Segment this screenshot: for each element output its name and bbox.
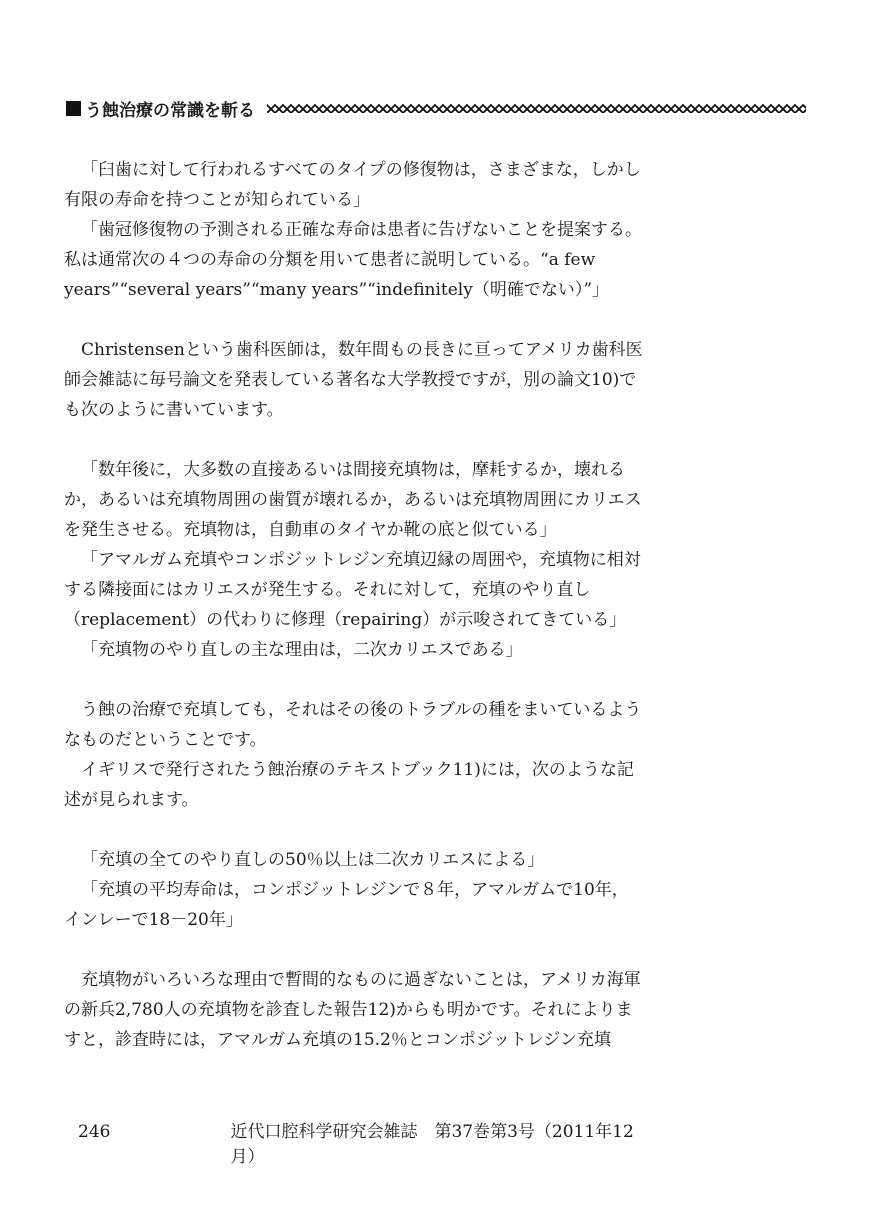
paragraph: 「充填物のやり直しの主な理由は，二次カリエスである」 bbox=[81, 640, 523, 660]
paragraph: う蝕の治療で充填しても，それはその後のトラブルの種をまいているようなものだということです。 bbox=[64, 700, 642, 750]
paragraph: 「数年後に，大多数の直接あるいは間接充填物は，摩耗するか，壊れるか，あるいは充填物周囲の歯質が壊れるか，あるいは充填物周囲にカリエスを発生させる。充填物は，自動車のタイヤか靴の底と似ている」 bbox=[64, 460, 642, 540]
paragraph: Christensenという歯科医師は，数年間もの長きに亘ってアメリカ歯科医師会雑誌に毎号論文を発表している著名な大学教授ですが，別の論文10)でも次のように書いています。 bbox=[64, 340, 643, 420]
body-text bbox=[64, 155, 644, 1055]
paragraph: 充填物がいろいろな理由で暫間的なものに過ぎないことは，アメリカ海軍の新兵2,780人の充填物を診査した報告12)からも明かです。それによりますと，診査時には，アマルガム充填の15.2％とコンポジットレジン充填 bbox=[64, 970, 641, 1050]
journal-citation: 近代口腔科学研究会雑誌 第37巻第3号（2011年12月） bbox=[230, 1122, 634, 1167]
page-number: 246 bbox=[78, 1122, 111, 1142]
paragraph: イギリスで発行されたう蝕治療のテキストブック11)には，次のような記述が見られます。 bbox=[64, 760, 634, 810]
black-square-icon bbox=[66, 101, 81, 116]
paragraph: 「充填の全てのやり直しの50％以上は二次カリエスによる」 bbox=[81, 850, 545, 870]
paragraph: 「アマルガム充填やコンポジットレジン充填辺縁の周囲や，充填物に相対する隣接面にはカリエスが発生する。それに対して，充填のやり直し（replacement）の代わりに修理（repairing）が示唆されてきている」 bbox=[64, 550, 641, 630]
page-footer bbox=[78, 1117, 648, 1167]
paragraph: 「歯冠修復物の予測される正確な寿命は患者に告げないことを提案する。私は通常次の４つの寿命の分類を用いて患者に説明している。“a few years”“several years”“many years”“indefinitely（明確でない）”」 bbox=[64, 220, 642, 300]
section-title: う蝕治療の常識を斬る bbox=[85, 100, 255, 121]
section-header bbox=[66, 96, 806, 120]
zigzag-rule bbox=[267, 103, 806, 113]
paragraph: 「充填の平均寿命は，コンポジットレジンで８年，アマルガムで10年，インレーで18－20年」 bbox=[64, 880, 629, 930]
paragraph: 「臼歯に対して行われるすべてのタイプの修復物は，さまざまな，しかし有限の寿命を持つことが知られている」 bbox=[64, 160, 641, 210]
